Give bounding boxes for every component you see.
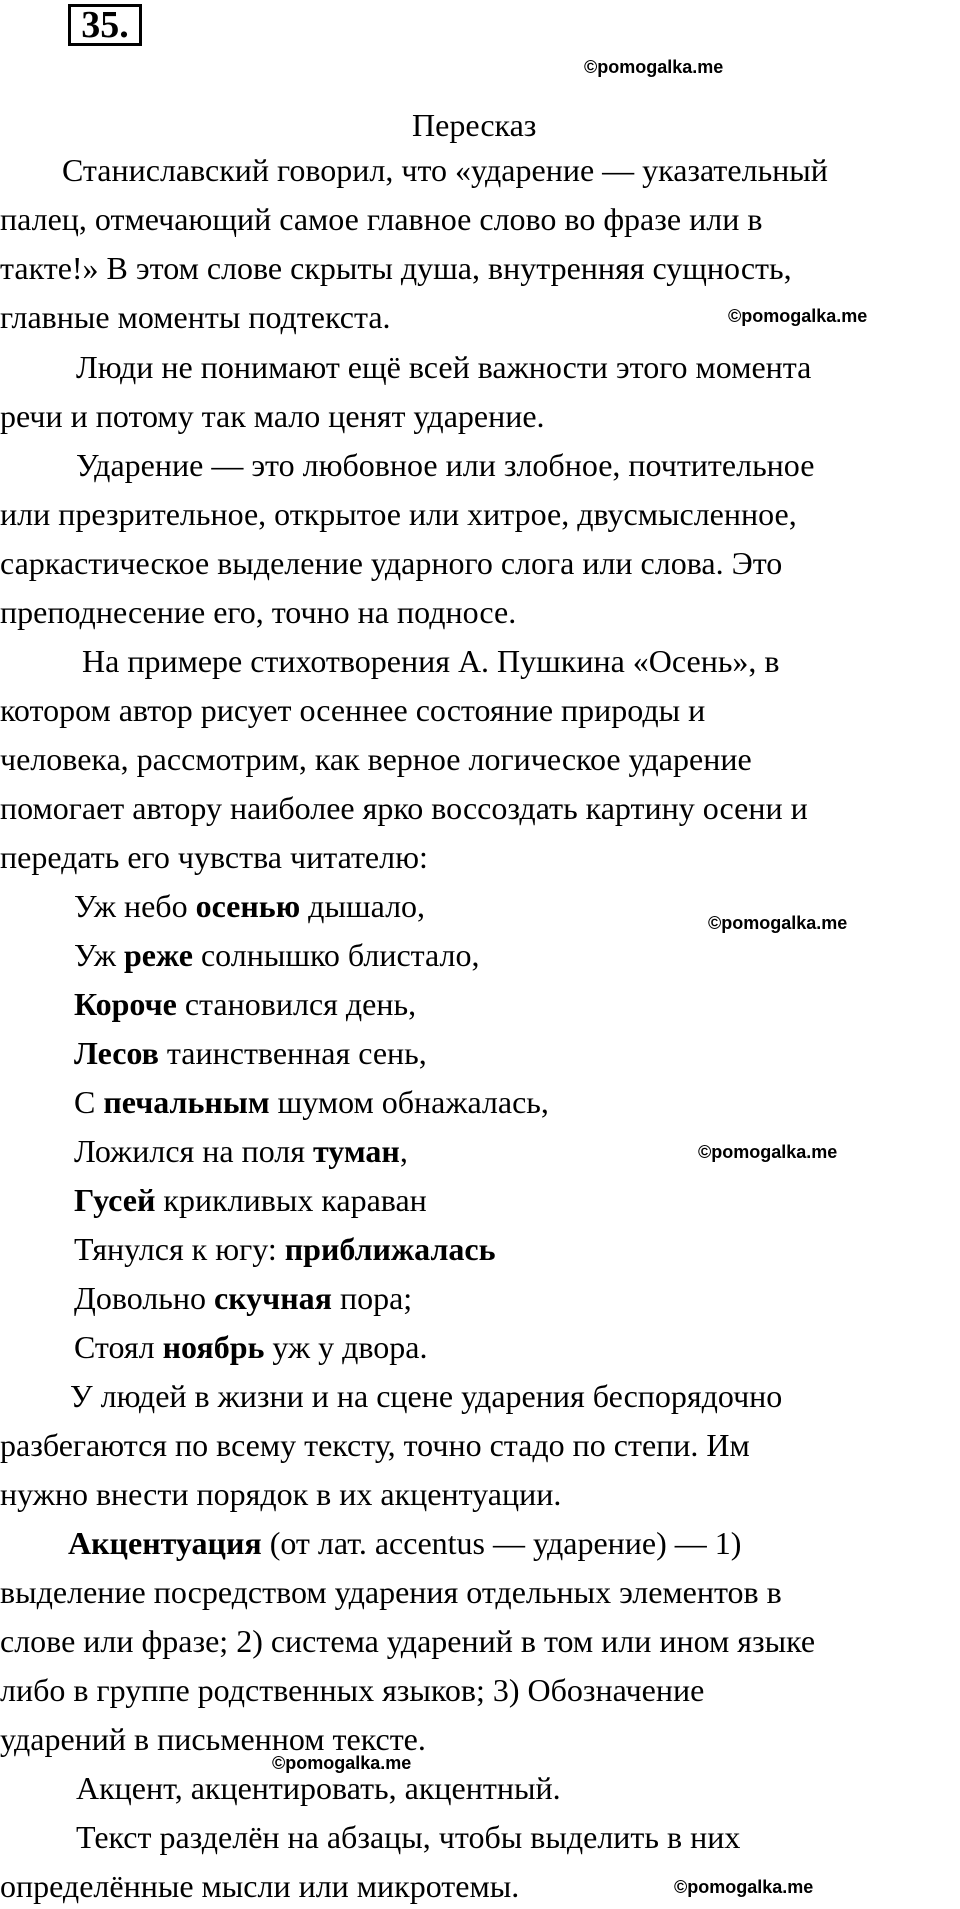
paragraph-line: палец, отмечающий самое главное слово во фразе или в — [0, 201, 763, 237]
poem-emphasis: ноябрь — [162, 1329, 265, 1365]
poem-line — [74, 1327, 427, 1367]
paragraph-7: Акцент, акцентировать, акцентный. — [76, 1770, 561, 1806]
watermark-4: ©pomogalka.me — [698, 1142, 838, 1162]
poem-text: шумом обнажалась, — [269, 1084, 549, 1120]
poem-emphasis: реже — [123, 937, 193, 973]
paragraph-line: помогает автору наиболее ярко воссоздать картину осени и — [0, 790, 808, 826]
paragraph-line: человека, рассмотрим, как верное логическое ударение — [0, 741, 752, 777]
poem-text: крикливых караван — [155, 1182, 427, 1218]
paragraph-line: выделение посредством ударения отдельных элементов в — [0, 1574, 782, 1610]
paragraph-line: У людей в жизни и на сцене ударения беспорядочно — [70, 1378, 783, 1414]
poem-text: Ложился на поля — [74, 1133, 313, 1169]
paragraph-line: Станиславский говорил, что «ударение — указательный — [62, 152, 828, 188]
poem-emphasis: скучная — [213, 1280, 332, 1316]
watermark-5: ©pomogalka.me — [272, 1753, 412, 1773]
poem-text: солнышко блистало, — [192, 937, 480, 973]
task-number-badge: 35. — [68, 4, 142, 46]
poem-text: Уж небо — [74, 888, 196, 924]
poem-text: дышало, — [300, 888, 426, 924]
poem-text: Довольно — [74, 1280, 214, 1316]
paragraph-line: На примере стихотворения А. Пушкина «Осень», в — [82, 643, 780, 679]
poem-line — [74, 984, 416, 1024]
poem-line — [74, 1278, 412, 1318]
poem-emphasis: осенью — [195, 888, 301, 924]
paragraph-line: Текст разделён на абзацы, чтобы выделить в них — [76, 1819, 741, 1855]
poem-text: Стоял — [74, 1329, 163, 1365]
poem-emphasis: приближалась — [284, 1231, 496, 1267]
paragraph-line: передать его чувства читателю: — [0, 839, 428, 875]
watermark-3: ©pomogalka.me — [708, 913, 848, 933]
definition-text: (от лат. accentus — ударение) — 1) — [261, 1525, 742, 1561]
poem-text: Тянулся к югу: — [74, 1231, 285, 1267]
poem-line — [74, 1229, 496, 1269]
paragraph-line: нужно внести порядок в их акцентуации. — [0, 1476, 562, 1512]
paragraph-line: определённые мысли или микротемы. — [0, 1868, 520, 1904]
poem-line — [74, 1131, 408, 1171]
poem-line — [74, 1082, 549, 1122]
poem-text: С — [74, 1084, 104, 1120]
paragraph-line: разбегаются по всему тексту, точно стадо по степи. Им — [0, 1427, 750, 1463]
poem-text: Уж — [74, 937, 124, 973]
definition-line — [68, 1523, 741, 1563]
paragraph-line: преподнесение его, точно на подносе. — [0, 594, 517, 630]
poem-text: , — [399, 1133, 408, 1169]
watermark-1: ©pomogalka.me — [584, 57, 724, 77]
paragraph-line: слове или фразе; 2) система ударений в том или ином языке — [0, 1623, 816, 1659]
paragraph-line: ударений в письменном тексте. — [0, 1721, 426, 1757]
poem-line — [74, 935, 479, 975]
page-title: Пересказ — [412, 107, 537, 143]
paragraph-line: котором автор рисует осеннее состояние природы и — [0, 692, 706, 728]
poem-text: таинственная сень, — [158, 1035, 427, 1071]
paragraph-line: Ударение — это любовное или злобное, почтительное — [76, 447, 815, 483]
poem-text: уж у двора. — [264, 1329, 428, 1365]
definition-term: Акцентуация — [68, 1525, 262, 1561]
poem-text: становился день, — [176, 986, 417, 1022]
paragraph-line: или презрительное, открытое или хитрое, двусмысленное, — [0, 496, 797, 532]
poem-line — [74, 1033, 427, 1073]
paragraph-line: главные моменты подтекста. — [0, 299, 391, 335]
poem-line — [74, 1180, 427, 1220]
watermark-2: ©pomogalka.me — [728, 306, 868, 326]
paragraph-line: либо в группе родственных языков; 3) Обозначение — [0, 1672, 705, 1708]
paragraph-line: саркастическое выделение ударного слога или слова. Это — [0, 545, 783, 581]
poem-text: пора; — [331, 1280, 413, 1316]
poem-emphasis: печальным — [103, 1084, 270, 1120]
poem-line — [74, 886, 425, 926]
poem-emphasis: Гусей — [74, 1182, 156, 1218]
poem-emphasis: Лесов — [74, 1035, 159, 1071]
poem-emphasis: Короче — [74, 986, 177, 1022]
poem-emphasis: туман — [312, 1133, 400, 1169]
paragraph-line: такте!» В этом слове скрыты душа, внутренняя сущность, — [0, 250, 792, 286]
paragraph-line: речи и потому так мало ценят ударение. — [0, 398, 545, 434]
watermark-6: ©pomogalka.me — [674, 1877, 814, 1897]
paragraph-line: Люди не понимают ещё всей важности этого момента — [76, 349, 812, 385]
